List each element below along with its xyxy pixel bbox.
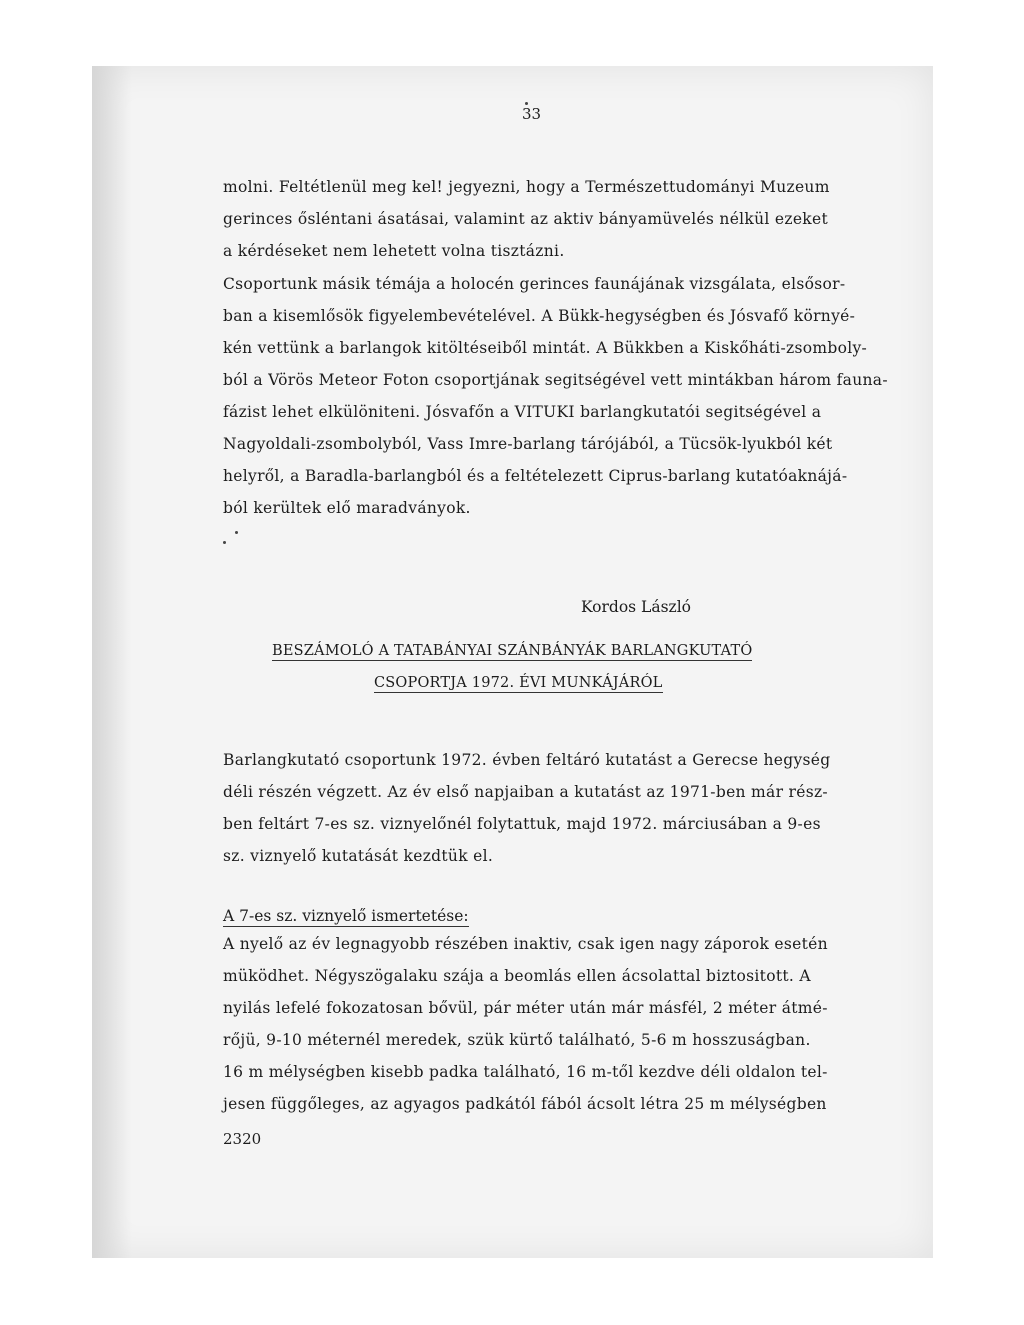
text-line: molni. Feltétlenül meg kel! jegyezni, hogy a Természettudományi Muzeum [223,178,830,196]
text-line: Nagyoldali-zsombolyból, Vass Imre-barlang tárójából, a Tücsök-lyukból két [223,435,833,453]
ink-speck [235,531,238,534]
text-line: sz. viznyelő kutatását kezdtük el. [223,847,494,865]
text-line: A nyelő az év legnagyobb részében inaktiv, csak igen nagy záporok esetén [223,935,828,953]
text-line: Csoportunk másik témája a holocén gerinces faunájának vizsgálata, elsősor- [223,275,846,293]
text-line: ben feltárt 7-es sz. viznyelőnél folytattuk, majd 1972. márciusában a 9-es [223,815,821,833]
section-heading-line-2: CSOPORTJA 1972. ÉVI MUNKÁJÁRÓL [374,675,663,691]
text-line: 16 m mélységben kisebb padka található, 16 m-től kezdve déli oldalon tel- [223,1063,828,1081]
text-line: helyről, a Baradla-barlangból és a feltételezett Ciprus-barlang kutatóaknájá- [223,467,848,485]
scanned-page [92,66,933,1258]
author-name: Kordos László [581,598,691,616]
text-line: ban a kisemlősök figyelembevételével. A Bükk-hegységben és Jósvafő környé- [223,307,856,325]
text-line: kén vettünk a barlangok kitöltéseiből mintát. A Bükkben a Kiskőháti-zsomboly- [223,339,868,357]
text-line: ból kerültek elő maradványok. [223,499,471,517]
text-line: müködhet. Négyszögalaku szája a beomlás ellen ácsolattal biztositott. A [223,967,811,985]
text-line: Barlangkutató csoportunk 1972. évben feltáró kutatást a Gerecse hegység [223,751,831,769]
footer-number: 2320 [223,1130,262,1148]
text-line: gerinces ősléntani ásatásai, valamint az aktiv bányamüvelés nélkül ezeket [223,210,828,228]
text-line: a kérdéseket nem lehetett volna tisztázni. [223,242,565,260]
text-line: déli részén végzett. Az év első napjaiban a kutatást az 1971-ben már rész- [223,783,828,801]
ink-speck [223,541,226,544]
text-line: fázist lehet elkülöniteni. Jósvafőn a VITUKI barlangkutatói segitségével a [223,403,822,421]
subheading: A 7-es sz. viznyelő ismertetése: [223,907,469,925]
section-heading-line-1: BESZÁMOLÓ A TATABÁNYAI SZÁNBÁNYÁK BARLANGKUTATÓ [272,643,753,659]
text-line: ból a Vörös Meteor Foton csoportjának segitségével vett mintákban három fauna- [223,371,888,389]
page-number: 33 [522,105,542,123]
text-line: jesen függőleges, az agyagos padkától fából ácsolt létra 25 m mélységben [223,1095,827,1113]
text-line: rőjü, 9-10 méternél meredek, szük kürtő található, 5-6 m hosszuságban. [223,1031,811,1049]
text-line: nyilás lefelé fokozatosan bővül, pár méter után már másfél, 2 méter átmé- [223,999,828,1017]
